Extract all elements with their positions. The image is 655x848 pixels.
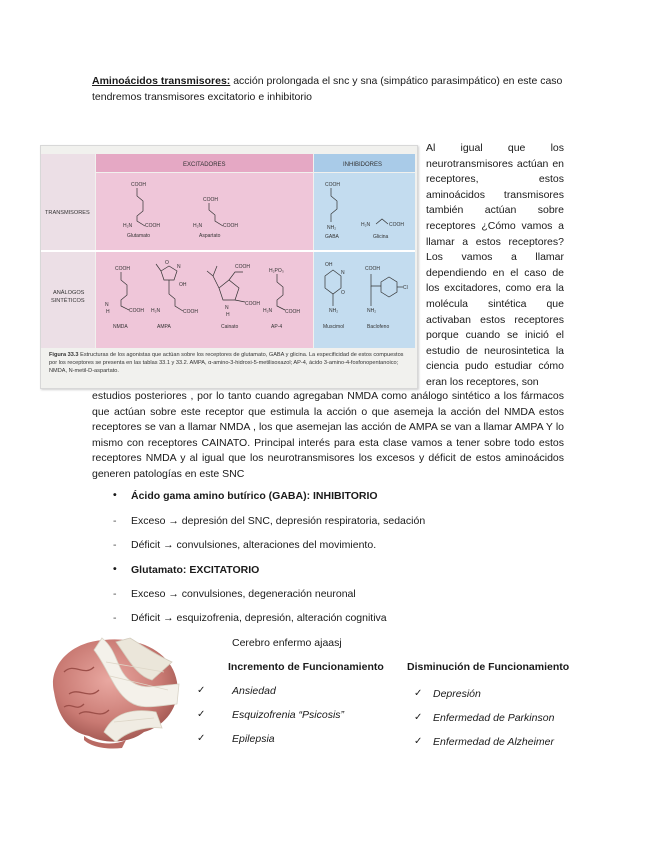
glutamato-exceso: Exceso → convulsiones, degeneración neuronal	[131, 588, 356, 600]
svg-text:H₂N: H₂N	[151, 308, 161, 314]
svg-text:H: H	[226, 312, 230, 318]
intro-paragraph	[92, 74, 564, 105]
figure-caption	[49, 351, 409, 375]
intro-label: Aminoácidos transmisores:	[92, 75, 231, 87]
label-nmda: NMDA	[113, 324, 128, 330]
dash-gaba-exceso: -	[113, 515, 117, 527]
header-inhib: INHIBIDORES	[343, 162, 383, 168]
svg-text:COOH: COOH	[235, 264, 250, 270]
svg-text:COOH: COOH	[365, 266, 380, 272]
incremento-item: Esquizofrenia “Psicosis”	[232, 709, 345, 721]
incremento-item: Epilepsia	[232, 733, 275, 745]
disminucion-item: Enfermedad de Alzheimer	[433, 736, 555, 748]
svg-text:COOH: COOH	[183, 309, 198, 315]
incremento-item: Ansiedad	[232, 685, 276, 697]
check-icon: ✓	[414, 688, 423, 699]
svg-text:NH₂: NH₂	[329, 308, 339, 314]
incremento-heading: Incremento de Funcionamiento	[228, 661, 384, 673]
svg-text:COOH: COOH	[285, 309, 300, 315]
label-ampa: AMPA	[157, 324, 171, 330]
intro-text: acción prolongada el snc y sna (simpático parasimpático) en este caso tendremos transmisores excitatorio e inhibitorio	[92, 75, 563, 103]
svg-text:COOH: COOH	[223, 223, 238, 229]
svg-text:H₂N: H₂N	[123, 223, 133, 229]
header-excit: EXCITADORES	[183, 162, 226, 168]
bullet-glutamato: •	[113, 563, 117, 575]
svg-text:O: O	[165, 260, 169, 266]
bandaged-brain-image	[44, 632, 182, 750]
svg-text:Cl: Cl	[403, 285, 408, 291]
check-icon: ✓	[197, 733, 206, 744]
cerebro-caption: Cerebro enfermo ajaasj	[232, 637, 342, 649]
glutamato-deficit: Déficit → esquizofrenia, depresión, alteración cognitiva	[131, 612, 387, 624]
dash-glut-deficit: -	[113, 612, 117, 624]
dash-gaba-deficit: -	[113, 539, 117, 551]
svg-text:N: N	[105, 302, 109, 308]
glutamato-title: Glutamato: EXCITATORIO	[131, 564, 260, 576]
svg-text:OH: OH	[179, 282, 187, 288]
svg-text:NH₂: NH₂	[327, 225, 337, 231]
svg-text:H₂N: H₂N	[193, 223, 203, 229]
gaba-exceso: Exceso → depresión del SNC, depresión respiratoria, sedación	[131, 515, 426, 527]
svg-text:OH: OH	[325, 262, 333, 268]
label-glicina: Glicina	[373, 234, 389, 240]
svg-text:COOH: COOH	[325, 182, 340, 188]
caption-text: Estructuras de los agonistas que actúan sobre los receptores de glutamato, GABA y glicina. La especificidad de estos compuestos por los receptores se presenta en las tablas 33.1 y 33.2. AMPA, α-amino-3-hidroxi-5-metilisoxazol; AP-4, ácido 3-amino-4-fosfonopentanoico; NMDA, N-metil-D-aspartato.	[49, 352, 404, 374]
check-icon: ✓	[197, 709, 206, 720]
label-baclofeno: Baclofeno	[367, 324, 390, 330]
svg-text:COOH: COOH	[245, 301, 260, 307]
svg-text:COOH: COOH	[203, 197, 218, 203]
row-label-analogos: ANÁLOGOS	[53, 290, 85, 296]
receptor-figure	[40, 145, 418, 389]
svg-text:COOH: COOH	[389, 222, 404, 228]
svg-text:H₂N: H₂N	[263, 308, 273, 314]
label-ap4: AP-4	[271, 324, 283, 330]
svg-text:O: O	[341, 290, 345, 296]
row-label-transmisores: TRANSMISORES	[45, 210, 90, 216]
disminucion-item: Depresión	[433, 688, 481, 700]
check-icon: ✓	[197, 685, 206, 696]
svg-text:H₂PO₃: H₂PO₃	[269, 268, 284, 274]
bullet-gaba: •	[113, 489, 117, 501]
dash-glut-exceso: -	[113, 588, 117, 600]
label-glutamato: Glutamato	[127, 233, 151, 239]
svg-text:H₂N: H₂N	[361, 222, 371, 228]
disminucion-heading: Disminución de Funcionamiento	[407, 661, 570, 673]
side-paragraph: Al igual que los neurotransmisores actúan en receptores, estos aminoácidos transmisores también actúan sobre receptores ¿Cómo vamos a llamar a estos receptores? Los vamos a llamar dependiendo en el caso de los excitadores, como era la molécula sintética que activaban estos receptores porque cuando se inició el estudio de neurosintetica la ciencia pudo estudiar cómo eran los receptores, son	[426, 142, 564, 388]
label-muscimol: Muscimol	[323, 324, 345, 330]
svg-text:N: N	[341, 270, 345, 276]
gaba-title: Ácido gama amino butírico (GABA): INHIBITORIO	[131, 490, 378, 502]
gaba-deficit: Déficit → convulsiones, alteraciones del movimiento.	[131, 539, 377, 551]
caption-label: Figura 33.3	[49, 352, 79, 358]
label-aspartato: Aspartato	[199, 233, 221, 239]
svg-text:COOH: COOH	[129, 308, 144, 314]
svg-text:N: N	[177, 264, 181, 270]
check-icon: ✓	[414, 712, 423, 723]
label-cainato: Cainato	[221, 324, 239, 330]
svg-text:NH₂: NH₂	[367, 308, 377, 314]
svg-text:N: N	[225, 305, 229, 311]
svg-text:COOH: COOH	[131, 182, 146, 188]
svg-text:COOH: COOH	[115, 266, 130, 272]
disminucion-item: Enfermedad de Parkinson	[433, 712, 555, 724]
check-icon: ✓	[414, 736, 423, 747]
row-label-sinteticos: SINTÉTICOS	[51, 298, 85, 304]
continuation-paragraph: estudios posteriores , por lo tanto cuando agregaban NMDA como análogo sintético a los fármacos que actúan sobre este receptor que estimula la acción o que asemeja la acción del NMDA estos receptores se van a llamar NMDA , los que asemejan las acción de AMPA se van a llamar AMPA Y lo mismo con receptores CAINATO. Principal interés para esta clase vamos a tener sobre todo estos receptores NMDA y al igual que los neurotransmisores los excesos y déficit de estos aminoácidos generen patologías en este SNC	[92, 390, 564, 480]
svg-text:COOH: COOH	[145, 223, 160, 229]
svg-text:H: H	[106, 309, 110, 315]
label-gaba: GABA	[325, 234, 339, 240]
